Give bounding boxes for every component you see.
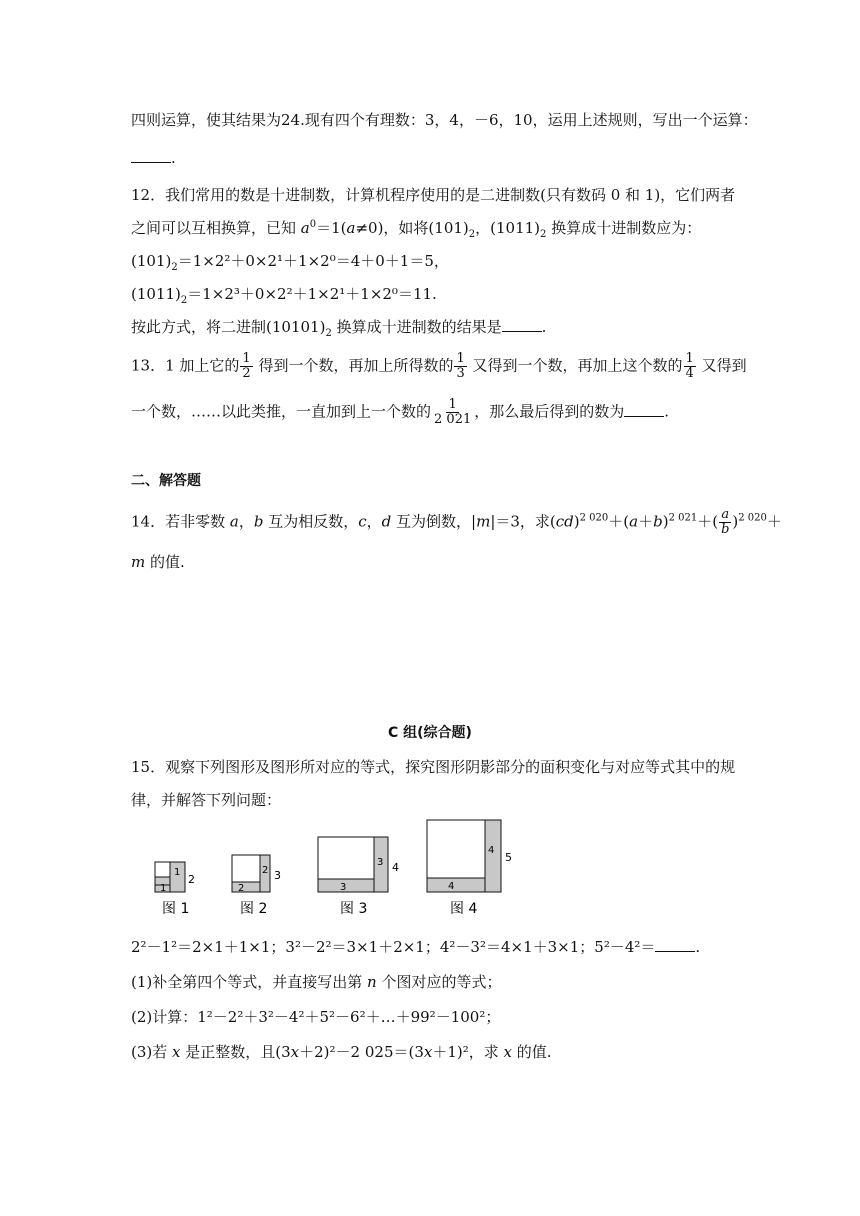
- q14-line-2: [131, 552, 185, 572]
- q15-part-3: [131, 1042, 552, 1062]
- q12-text-3: ＝1×2²＋0×2¹＋1×2⁰＝4＋0＋1＝5，: [177, 252, 449, 270]
- q15-text: (1)补全第四个等式，并直接写出第: [131, 973, 368, 991]
- fig3-outer-label: 4: [392, 861, 399, 874]
- fraction-half: [240, 352, 252, 381]
- base-1011: (1011): [131, 285, 181, 303]
- answer-blank: [131, 148, 171, 163]
- var-m: m: [476, 512, 491, 531]
- q14-text: ): [662, 512, 669, 531]
- q15-text: 律，并解答下列问题：: [131, 791, 282, 809]
- var-x: x: [290, 1043, 300, 1061]
- q15-equation: 2²－1²＝2×1＋1×1；3²－2²＝3×1＋2×1；4²－3²＝4×1＋3×1；5²－4²＝: [131, 938, 656, 956]
- fraction-a-over-b: [719, 508, 731, 537]
- frac-num: 1: [242, 351, 251, 366]
- q15-text: ＋2)²－2 025＝(3: [299, 1043, 424, 1061]
- fraction-last: [432, 398, 473, 427]
- fig4-bottom-label: 4: [448, 881, 455, 892]
- q12-line-2: [131, 218, 701, 238]
- frac-num: 1: [456, 351, 465, 366]
- frac-den: b: [721, 522, 730, 537]
- q13-text-1a: 13．1 加上它的: [131, 356, 240, 375]
- q14-text: ＋(: [608, 512, 630, 531]
- fig2-bottom-label: 2: [238, 883, 245, 894]
- q12-text-1: 12．我们常用的数是十进制数，计算机程序使用的是二进制数(只有数码 0 和 1)，它们两者: [131, 186, 736, 204]
- q12-line-5: [131, 317, 546, 337]
- period: .: [695, 938, 701, 956]
- sub-two: 2: [468, 229, 476, 240]
- var-d: d: [381, 512, 392, 531]
- exp-2020: 2 020: [738, 512, 767, 524]
- answer-blank: [502, 317, 542, 332]
- frac-num: 1: [448, 397, 457, 412]
- q15-text: (2)计算：1²－2²＋3²－4²＋5²－6²＋…＋99²－100²；: [131, 1008, 501, 1026]
- fig1-inner-label: 1: [174, 867, 181, 878]
- sub-two: 2: [540, 229, 547, 240]
- sub-two: 2: [171, 262, 178, 273]
- figure-1: [155, 862, 195, 894]
- fig2-caption: 图 2: [240, 901, 268, 917]
- var-a: a: [300, 219, 310, 237]
- q15-text: 个图对应的等式；: [376, 973, 502, 991]
- q12-text-2d: ，(1011): [475, 219, 541, 237]
- var-m: m: [131, 553, 146, 571]
- fig1-bottom-label: 1: [160, 883, 167, 894]
- q15-text: ＋1)²，求: [432, 1043, 504, 1061]
- sub-two: 2: [325, 328, 332, 339]
- var-b: b: [253, 512, 264, 531]
- q12-line-4: [131, 284, 437, 304]
- figures-svg: [150, 815, 530, 925]
- fig4-outer-label: 5: [505, 851, 512, 864]
- q14-text: ): [573, 512, 580, 531]
- base-101: (101): [131, 252, 172, 270]
- var-a: a: [346, 219, 356, 237]
- section-heading: 二、解答题: [131, 473, 201, 489]
- q13-line-2: [131, 398, 669, 427]
- q13-text-1b: 得到一个数，再加上所得数的: [253, 356, 454, 375]
- q15-line-2: [131, 790, 281, 810]
- q14-text: 14．若非零数: [131, 512, 230, 531]
- q11-text: 四则运算，使其结果为24.现有四个有理数：3，4，－6，10，运用上述规则，写出一个运算：: [131, 111, 758, 129]
- fig1-outer-label: 2: [188, 873, 195, 886]
- fig2-inner-label: 2: [262, 865, 269, 876]
- exp-2021: 2 021: [668, 512, 698, 524]
- fig2-outer-label: 3: [274, 869, 281, 882]
- var-cd: cd: [555, 512, 574, 531]
- sub-two: 2: [180, 295, 188, 306]
- var-a: a: [229, 512, 239, 531]
- period: .: [171, 149, 176, 167]
- q15-line-1: [131, 757, 735, 777]
- fig1-caption: 图 1: [162, 901, 190, 917]
- q12-text-5b: 换算成十进制数的结果是: [331, 318, 502, 336]
- frac-den: 3: [456, 366, 465, 381]
- frac-den: 2: [242, 366, 251, 381]
- q14-text: ，: [366, 512, 382, 531]
- answer-blank: [655, 937, 695, 952]
- frac-num: a: [721, 507, 730, 522]
- q15-equation-line: [131, 937, 700, 957]
- group-heading: C 组(综合题): [388, 725, 472, 741]
- var-x: x: [423, 1043, 433, 1061]
- q12-line-1: [131, 185, 735, 205]
- q12-text-2a: 之间可以互相换算，已知: [131, 219, 301, 237]
- period: .: [664, 402, 670, 421]
- q12-text-2c: ≠0)，如将(101): [355, 219, 469, 237]
- q13-text-1d: 又得到: [696, 356, 747, 375]
- q12-text-5a: 按此方式，将二进制(10101): [131, 318, 326, 336]
- q14-line-1: [131, 508, 782, 537]
- q13-text-2b: ，那么最后得到的数为: [474, 402, 625, 421]
- var-b: b: [653, 512, 663, 531]
- exp-2020: 2 020: [579, 512, 609, 524]
- q14-text: |＝3，求(: [490, 512, 556, 531]
- var-x: x: [503, 1043, 513, 1061]
- q14-text: ，: [238, 512, 254, 531]
- fraction-third: [454, 352, 466, 381]
- figures-row: [150, 815, 530, 925]
- q14-text: 互为倒数，|: [391, 512, 477, 531]
- q14-text: ＋: [766, 512, 782, 531]
- q13-line-1: [131, 352, 747, 381]
- var-n: n: [367, 973, 377, 991]
- answer-blank: [624, 402, 664, 417]
- q12-line-3: [131, 251, 449, 271]
- q12-text-4: ＝1×2³＋0×2²＋1×2¹＋1×2⁰＝11.: [187, 285, 437, 303]
- period: .: [541, 318, 547, 336]
- q11-answer-line: [131, 148, 176, 168]
- frac-den: 4: [685, 366, 694, 381]
- q12-text-2e: 换算成十进制数应为：: [546, 219, 702, 237]
- q15-text: 15．观察下列图形及图形所对应的等式，探究图形阴影部分的面积变化与对应等式其中的规: [131, 758, 736, 776]
- q14-text: ): [732, 512, 739, 531]
- q12-text-2b: ＝1(: [316, 219, 347, 237]
- q14-text: ＋(: [697, 512, 719, 531]
- var-x: x: [172, 1043, 181, 1061]
- q14-text: 的值.: [145, 553, 185, 571]
- q15-text: 的值.: [512, 1043, 552, 1061]
- fig3-inner-label: 3: [377, 857, 384, 868]
- q13-text-2a: 一个数，……以此类推，一直加到上一个数的: [131, 402, 432, 421]
- q15-text: (3)若: [131, 1043, 173, 1061]
- q15-text: 是正整数，且(3: [180, 1043, 291, 1061]
- q14-text: 互为相反数，: [263, 512, 359, 531]
- q15-part-1: [131, 972, 501, 992]
- fraction-quarter: [684, 352, 696, 381]
- q11-line: [131, 110, 758, 130]
- var-c: c: [358, 512, 367, 531]
- q15-part-2: [131, 1007, 500, 1027]
- q13-text-1c: 又得到一个数，再加上这个数的: [467, 356, 683, 375]
- var-a: a: [629, 512, 639, 531]
- sup-zero: 0: [309, 219, 317, 230]
- figure-2: [232, 855, 281, 894]
- fig4-caption: 图 4: [450, 901, 478, 917]
- fig3-caption: 图 3: [340, 901, 368, 917]
- figure-4: [427, 820, 512, 892]
- fig4-inner-label: 4: [488, 845, 495, 856]
- frac-num: 1: [685, 351, 694, 366]
- q14-text: ＋: [638, 512, 654, 531]
- figure-3: [318, 837, 399, 893]
- fig3-bottom-label: 3: [340, 882, 347, 893]
- frac-den: 2 021: [434, 412, 472, 427]
